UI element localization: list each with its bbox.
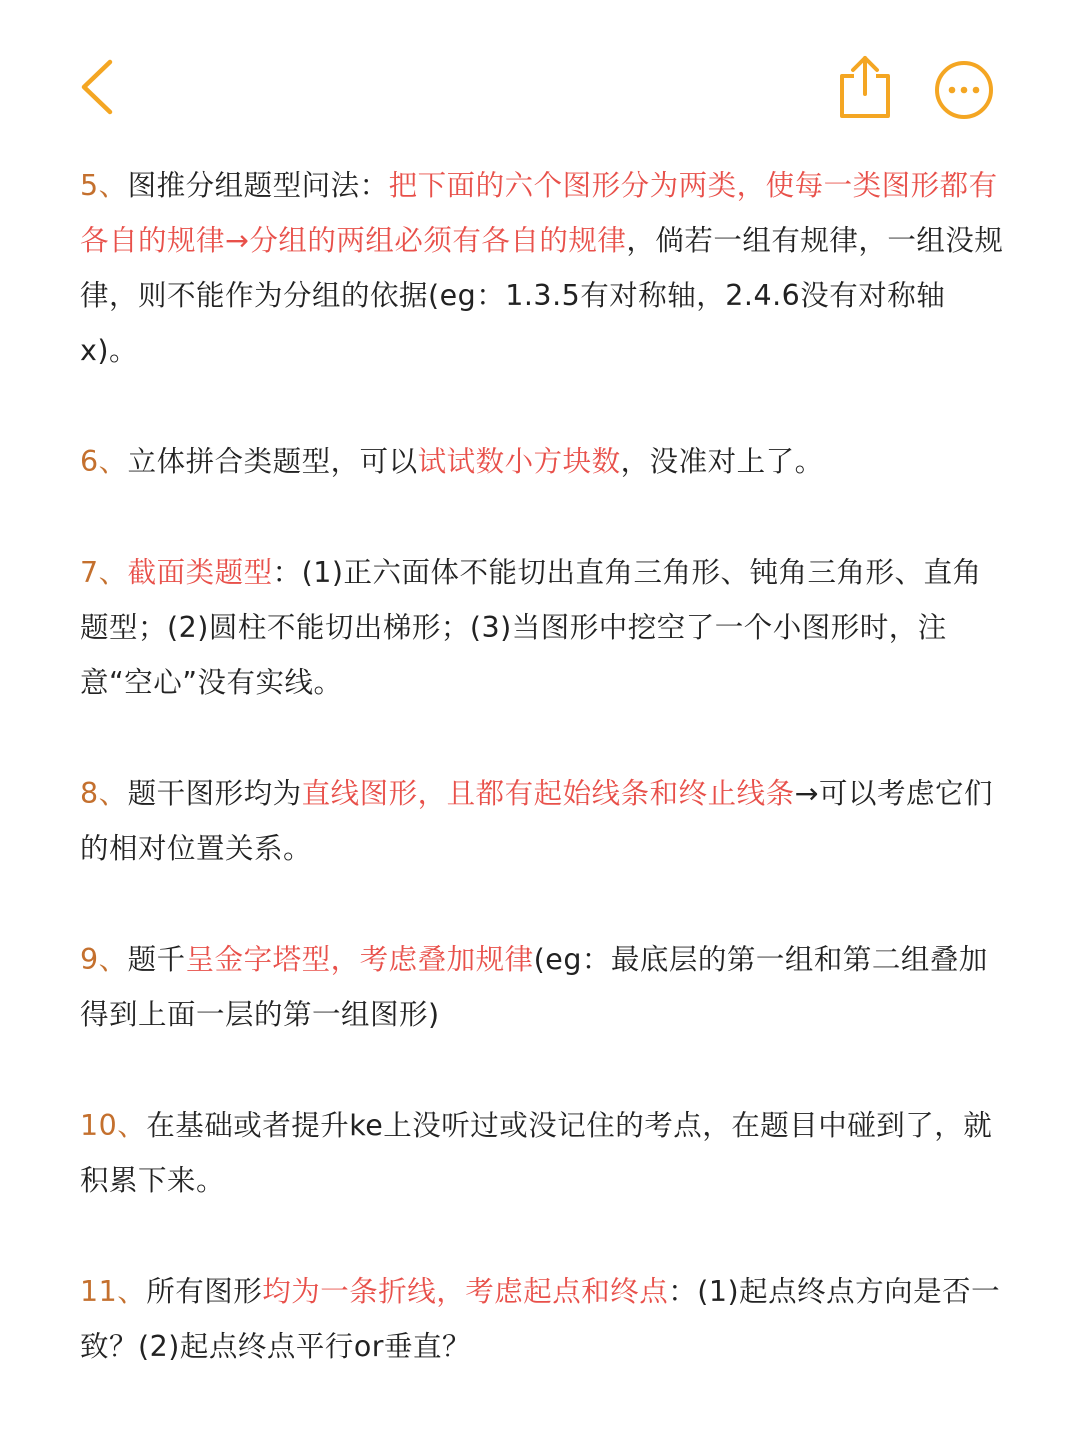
- item-text: ：(1)起点终点方向是否一致？(2)起点终点平行or垂直？: [80, 1275, 1001, 1363]
- item-text: 图推分组题型问法：: [127, 169, 389, 202]
- note-item-11: [80, 1264, 1005, 1374]
- item-text: 立体拼合类题型，可以: [127, 445, 418, 478]
- item-number: 10、: [80, 1109, 147, 1142]
- item-highlight-text: 直线图形，且都有起始线条和终止线条: [301, 777, 795, 810]
- item-text: 所有图形: [146, 1275, 263, 1308]
- note-content: [80, 158, 1005, 1374]
- note-item-7: [80, 545, 1005, 710]
- back-button[interactable]: [72, 52, 128, 122]
- item-number: 6、: [80, 445, 128, 478]
- item-text: →可以考虑它们的相对位置关系。: [80, 777, 994, 865]
- item-highlight-text: 均为一条折线，考虑起点和终点: [262, 1275, 669, 1308]
- item-number: 5、: [80, 169, 128, 202]
- item-highlight-text: 截面类题型: [127, 556, 273, 589]
- item-text: (eg：最底层的第一组和第二组叠加得到上面一层的第一组图形): [80, 943, 988, 1031]
- note-item-5: [80, 158, 1005, 378]
- item-text: 题干图形均为: [127, 777, 302, 810]
- more-button[interactable]: [930, 56, 998, 124]
- item-highlight-text: 试试数小方块数: [417, 445, 621, 478]
- note-item-10: [80, 1098, 1005, 1208]
- item-number: 8、: [80, 777, 128, 810]
- item-text: ，没准对上了。: [620, 445, 824, 478]
- more-horizontal-circle-icon: [930, 56, 998, 124]
- note-item-6: [80, 434, 1005, 489]
- item-text: ：(1)正六面体不能切出直角三角形、钝角三角形、直角题型；(2)圆柱不能切出梯形；(3)当图形中挖空了一个小图形时，注意“空心”没有实线。: [80, 556, 982, 699]
- item-highlight-text: 把下面的六个图形分为两类，使每一类图形都有各自的规律→分组的两组必须有各自的规律: [80, 169, 998, 257]
- item-number: 9、: [80, 943, 128, 976]
- item-number: 11、: [80, 1275, 147, 1308]
- top-toolbar: [0, 0, 1080, 150]
- chevron-left-icon: [72, 52, 128, 122]
- item-text: 在基础或者提升ke上没听过或没记住的考点，在题目中碰到了，就积累下来。: [80, 1109, 993, 1197]
- item-number: 7、: [80, 556, 128, 589]
- item-text: ，倘若一组有规律，一组没规律，则不能作为分组的依据(eg：1.3.5有对称轴，2.4.6没有对称轴 x)。: [80, 224, 1004, 367]
- share-button[interactable]: [832, 50, 900, 124]
- note-item-8: [80, 766, 1005, 876]
- note-item-9: [80, 932, 1005, 1042]
- share-icon: [832, 50, 900, 124]
- item-highlight-text: 呈金字塔型，考虑叠加规律: [185, 943, 534, 976]
- item-text: 题千: [127, 943, 186, 976]
